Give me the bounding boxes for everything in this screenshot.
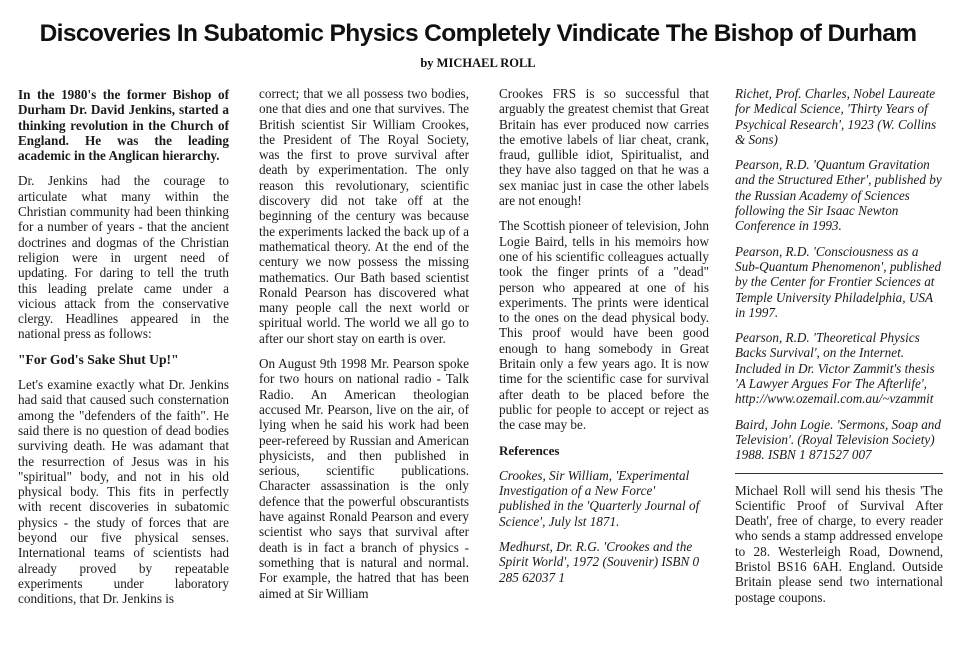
reference-entry: Pearson, R.D. 'Consciousness as a Sub-Quantum Phenomenon', published by the Center for Frontier Sciences at Temple University Philadelphia, USA in 1997. xyxy=(735,243,942,320)
body-paragraph: correct; that we all possess two bodies, one that dies and one that survives. The British scientist Sir William Crookes, the President of The Royal Society, was the first to prove survival after death by experimentation. The only reason this revolutionary, scientific discovery did not take off at the beginning of the century was because the experiments lacked the back up of a mathematical theory. At the end of the century we now possess the missing mathematics. Our Bath based scientist Ronald Pearson has discovered what many people call the next world or spiritual world. The world we all go to after our short stay on earth is over. xyxy=(259,86,469,346)
article-title: Discoveries In Subatomic Physics Completely Vindicate The Bishop of Durham xyxy=(39,20,917,47)
column-2 xyxy=(259,86,469,611)
section-divider xyxy=(735,473,943,474)
reference-entry: Pearson, R.D. 'Quantum Gravitation and the Structured Ether', published by the Russian Academy of Sciences following the Sir Isaac Newton Conference in 1993. xyxy=(735,157,942,234)
column-3 xyxy=(499,86,709,595)
body-paragraph: Crookes FRS is so successful that arguably the greatest chemist that Great Britain has ever produced now carries the emotive labels of liar cheat, crank, fraud, gullible idiot, Spiritualist, and they have also tagged on that he was a sex maniac just in case the other labels are not enough! xyxy=(499,86,709,209)
body-paragraph: The Scottish pioneer of television, John Logie Baird, tells in his memoirs how one of his scientific colleagues actually took the finger prints of a "dead" person who appeared at one of his experiments. The prints were identical to the ones on the dead physical body. This proof would have been good enough to hang somebody in Great Britain only a few years ago. It is now time for the scientific case for survival after death to be placed before the public for people to accept or reject as the case may be. xyxy=(499,218,709,433)
lead-paragraph: In the 1980's the former Bishop of Durham Dr. David Jenkins, started a thinking revolution in the Church of England. He was the leading academic in the Anglican hierarchy. xyxy=(18,87,229,164)
reference-entry: Medhurst, Dr. R.G. 'Crookes and the Spirit World', 1972 (Souvenir) ISBN 0 285 62037 1 xyxy=(499,539,700,585)
references-heading: References xyxy=(499,442,560,458)
body-paragraph: Dr. Jenkins had the courage to articulate what many within the Christian community had been thinking for a number of years - that the ancient doctrines and dogmas of the Christian religion were in urgent need of updating. For daring to tell the truth this leading prelate came under a vicious attack from the conservative clergy. Headlines appeared in the national press as follows: xyxy=(18,173,229,342)
reference-entry: Pearson, R.D. 'Theoretical Physics Backs Survival', on the Internet. Included in Dr. Victor Zammit's thesis 'A Lawyer Argues For The Afterlife', http://www.ozemail.com.au/~vzammit xyxy=(735,330,935,407)
article-byline: by MICHAEL ROLL xyxy=(420,56,536,70)
reference-entry: Richet, Prof. Charles, Nobel Laureate for Medical Science, 'Thirty Years of Psychical Research', 1923 (W. Collins & Sons) xyxy=(735,86,937,147)
body-paragraph: Michael Roll will send his thesis 'The Scientific Proof of Survival After Death', free of charge, to every reader who sends a stamp addressed envelope to 28. Westerleigh Road, Downend, Bristol BS16 6AH. England. Outside Britain please send two international postage coupons. xyxy=(735,482,943,605)
body-paragraph: Let's examine exactly what Dr. Jenkins had said that caused such consternation among the "defenders of the faith". He said there is no question of dead bodies surviving death. He was adamant that the resurrection of Jesus was in his "spiritual" body, and not in his old physical body. This fits in perfectly with recent discoveries in subatomic physics - the study of forces that are beyond our five physical senses. International teams of scientists had already proved by repeatable experiments under laboratory conditions, that Dr. Jenkins is xyxy=(18,377,229,607)
subheading: "For God's Sake Shut Up!" xyxy=(18,351,179,367)
body-paragraph: On August 9th 1998 Mr. Pearson spoke for two hours on national radio - Talk Radio. An American theologian accused Mr. Pearson, live on the air, of lying when he said his work had been peer-refereed by Russian and American physicists, and then published in serious, scientific publications. Character assassination is the only defence that the powerful obscurantists have against Ronald Pearson and every scientist who says that survival after death is in fact a branch of physics - something that is natural and normal. For example, the hatred that has been aimed at Sir William xyxy=(259,356,469,601)
reference-entry: Crookes, Sir William, 'Experimental Investigation of a New Force' published in the 'Quarterly Journal of Science', July lst 1871. xyxy=(499,467,700,529)
column-1 xyxy=(18,87,229,617)
column-4 xyxy=(735,86,943,615)
reference-entry: Baird, John Logie. 'Sermons, Soap and Television'. (Royal Television Society) 1988. ISBN 1 871527 007 xyxy=(735,416,941,463)
